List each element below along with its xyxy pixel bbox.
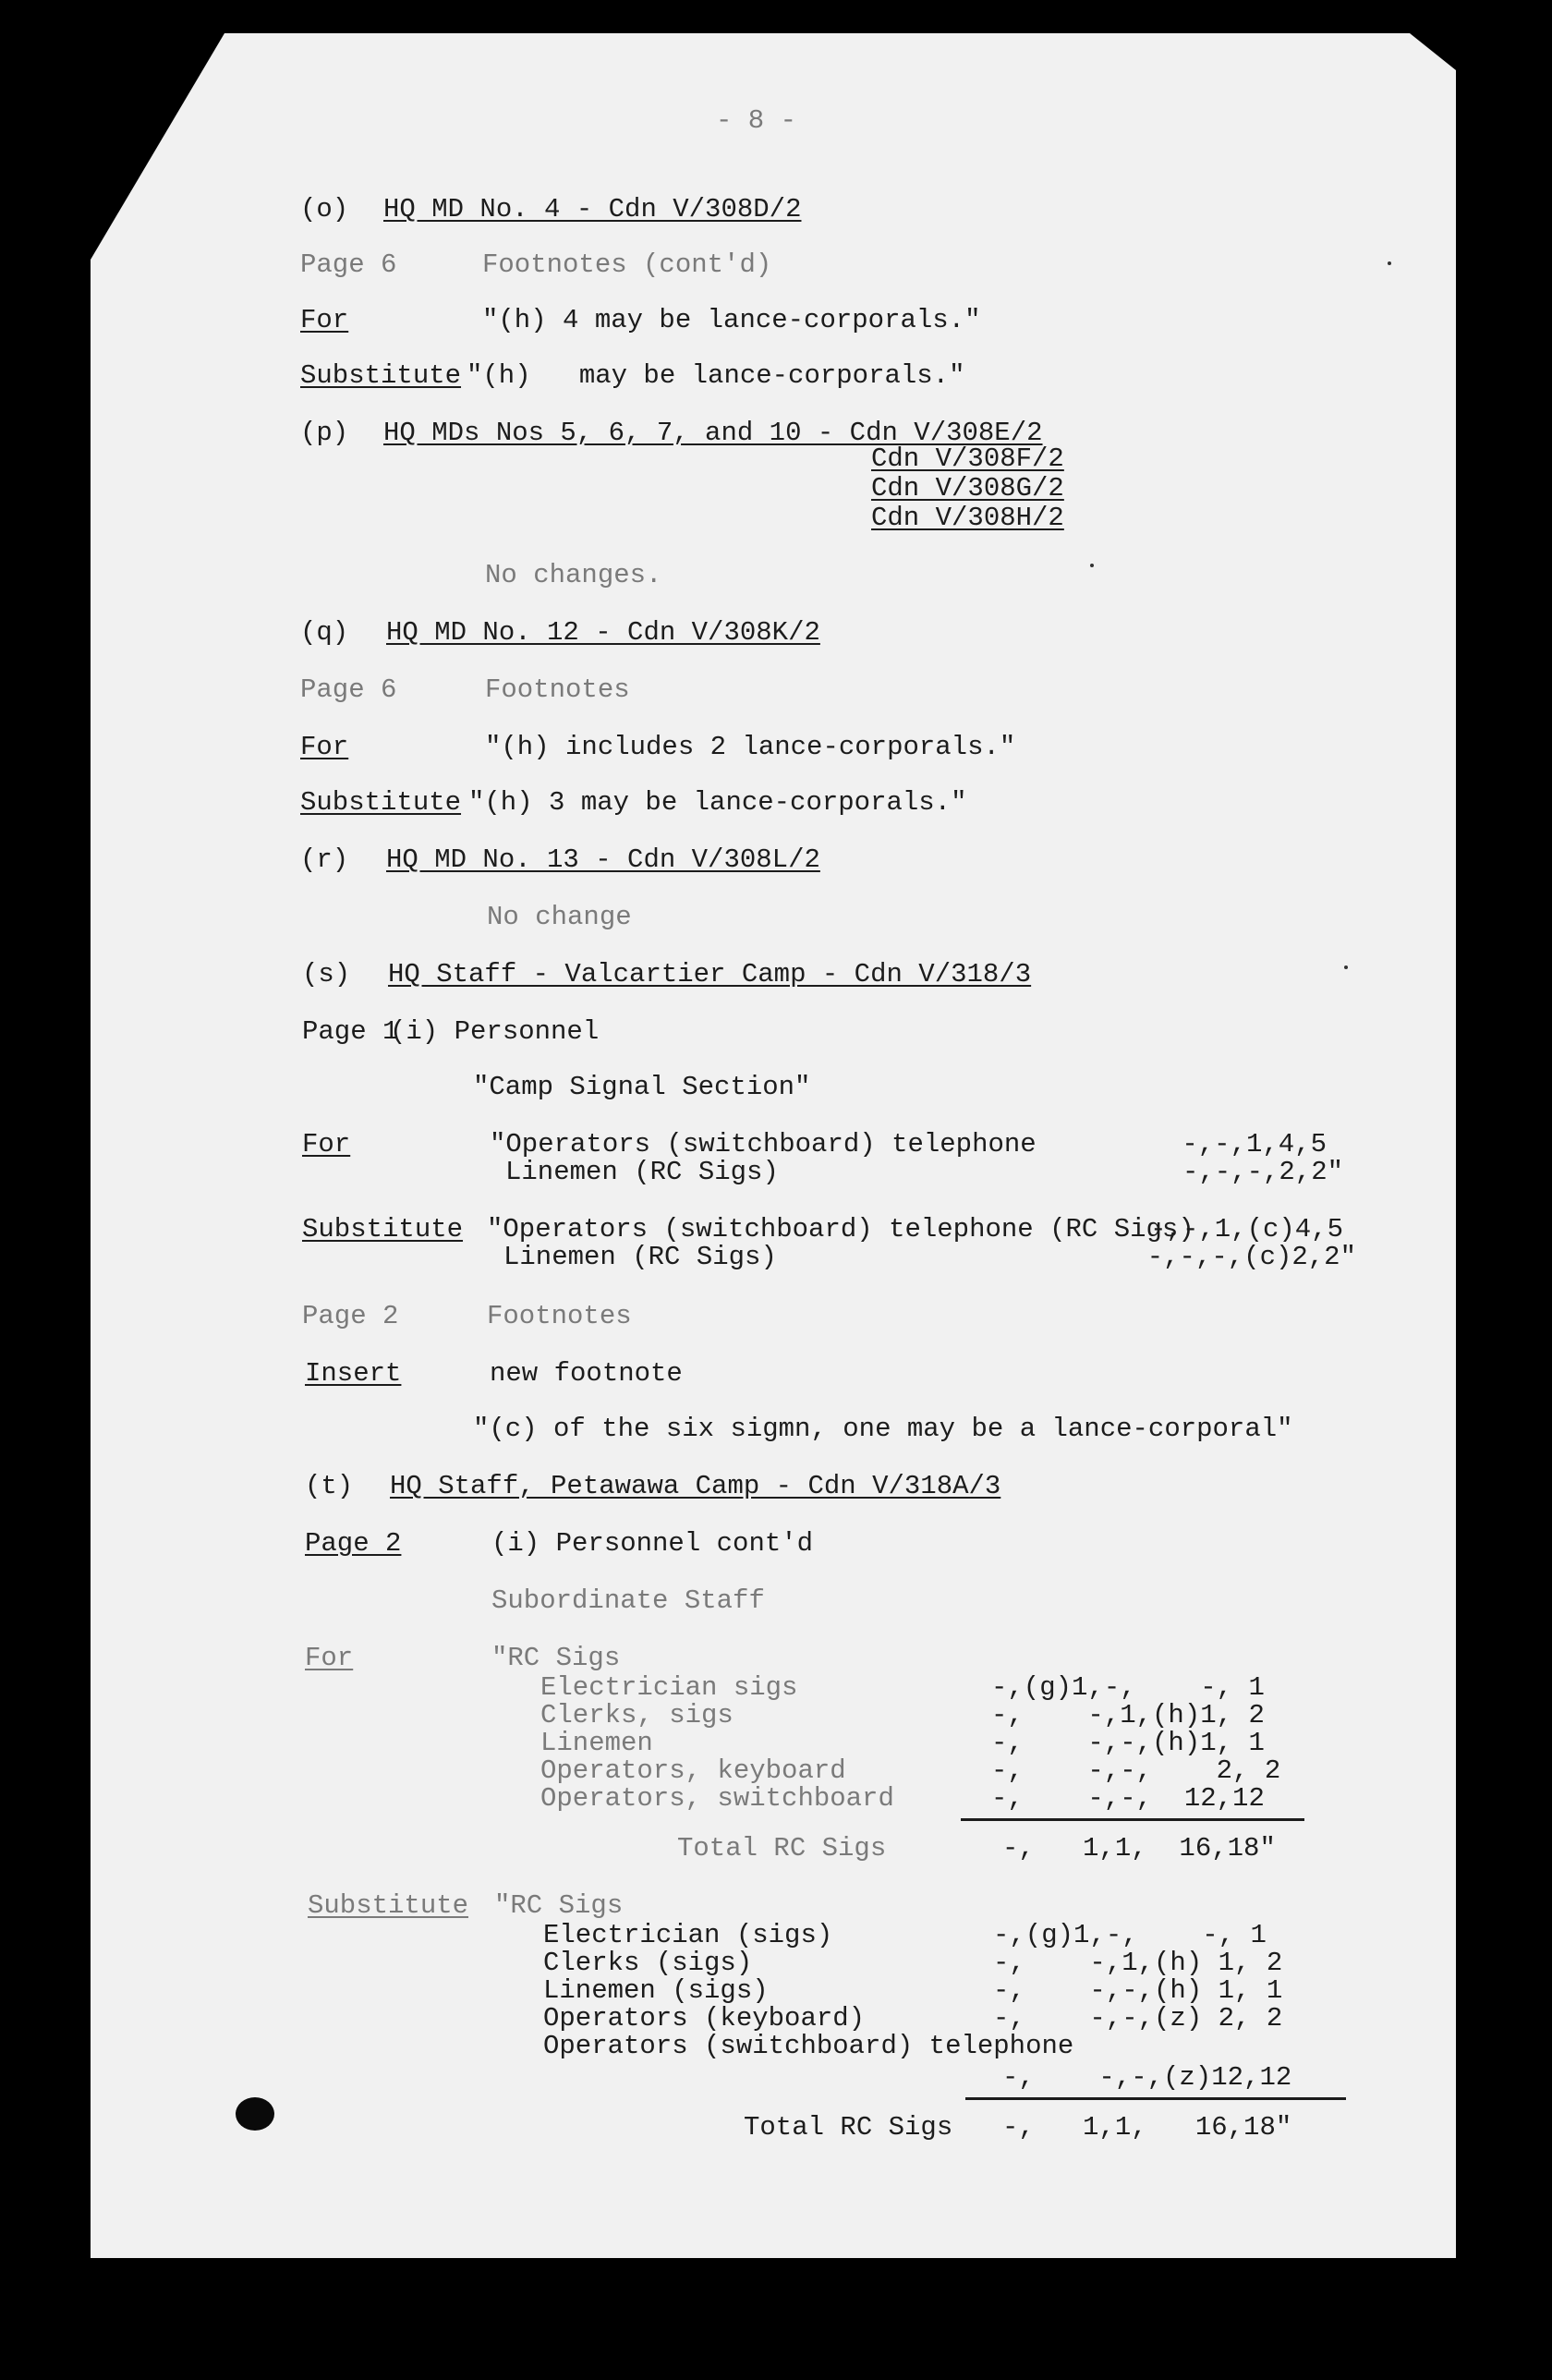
section-q-page: Page 6: [300, 674, 397, 705]
section-o-for-text: "(h) 4 may be lance-corporals.": [482, 305, 981, 335]
section-s-for-values-2: -,-,-,2,2": [1182, 1157, 1343, 1187]
scan-mark: [1090, 564, 1094, 567]
section-s-for-values-1: -,-,1,4,5: [1182, 1129, 1327, 1160]
section-p-ref-2: Cdn V/308G/2: [871, 473, 1064, 504]
section-t-page: Page 2: [305, 1528, 402, 1559]
section-t-for-row-name: Operators, keyboard: [540, 1755, 846, 1786]
section-t-for-total-label: Total RC Sigs: [677, 1833, 887, 1864]
section-t-subheading: Subordinate Staff: [491, 1585, 765, 1616]
section-p-heading: HQ MDs Nos 5, 6, 7, and 10 - Cdn V/308E/2: [383, 418, 1043, 448]
section-o-for-label: For: [300, 305, 349, 335]
section-s-for-line-1: "Operators (switchboard) telephone: [490, 1129, 1037, 1160]
section-t-for-label: For: [305, 1643, 354, 1673]
scan-mark: [1344, 965, 1348, 969]
section-p-note: No changes.: [485, 560, 662, 590]
section-s-footnote: "(c) of the six sigmn, one may be a lance-corporal": [473, 1414, 1293, 1444]
section-s-page2: Page 2: [302, 1301, 399, 1331]
section-s-subheading: "Camp Signal Section": [473, 1072, 811, 1102]
section-q-for-text: "(h) includes 2 lance-corporals.": [485, 732, 1016, 762]
section-q-label: (q): [300, 617, 349, 648]
section-t-for-row-name: Electrician sigs: [540, 1672, 798, 1703]
section-t-substitute-total-label: Total RC Sigs: [744, 2112, 953, 2143]
section-s-page1-ref: (i) Personnel: [390, 1016, 600, 1047]
section-t-page-ref: (i) Personnel cont'd: [491, 1528, 814, 1559]
section-s-page1: Page 1: [302, 1016, 399, 1047]
section-t-for-row-name: Operators, switchboard: [540, 1783, 894, 1814]
section-q-heading: HQ MD No. 12 - Cdn V/308K/2: [386, 617, 820, 648]
section-t-for-row-values: -,(g)1,-, -, 1: [991, 1672, 1265, 1703]
section-t-substitute-row-values: -, -,1,(h) 1, 2: [993, 1948, 1283, 1978]
section-s-substitute-line-2: Linemen (RC Sigs): [503, 1242, 777, 1272]
section-r-heading: HQ MD No. 13 - Cdn V/308L/2: [386, 844, 820, 875]
section-o-page: Page 6: [300, 249, 397, 280]
section-t-substitute-title: "RC Sigs: [494, 1890, 624, 1921]
section-o-substitute-label: Substitute: [300, 360, 462, 391]
ink-blot: [236, 2097, 274, 2131]
section-r-label: (r): [300, 844, 349, 875]
section-q-substitute-label: Substitute: [300, 787, 462, 818]
section-t-substitute-row-values: -,(g)1,-, -, 1: [993, 1920, 1267, 1950]
section-t-substitute-row-name: Clerks (sigs): [543, 1948, 753, 1978]
section-p-label: (p): [300, 418, 349, 448]
section-r-note: No change: [487, 902, 632, 932]
section-s-label: (s): [302, 959, 351, 990]
section-t-substitute-row-name: Electrician (sigs): [543, 1920, 833, 1950]
section-s-substitute-values-2: -,-,-,(c)2,2": [1146, 1242, 1356, 1272]
section-s-for-line-2: Linemen (RC Sigs): [505, 1157, 779, 1187]
section-s-for-label: For: [302, 1129, 351, 1160]
section-t-for-row-values: -, -,-, 12,12: [991, 1783, 1265, 1814]
section-o-substitute-text: "(h) may be lance-corporals.": [467, 360, 965, 391]
section-t-substitute-row-values: -, -,-,(h) 1, 1: [993, 1975, 1283, 2006]
page-number: - 8 -: [716, 105, 797, 136]
section-q-page-ref: Footnotes: [485, 674, 630, 705]
section-o-heading: HQ MD No. 4 - Cdn V/308D/2: [383, 194, 802, 225]
section-s-substitute-line-1: "Operators (switchboard) telephone (RC Sigs): [487, 1214, 1194, 1245]
section-p-ref-3: Cdn V/308H/2: [871, 503, 1064, 533]
for-total-rule: [961, 1818, 1304, 1821]
section-p-ref-1: Cdn V/308F/2: [871, 443, 1064, 474]
section-s-insert-label: Insert: [305, 1358, 402, 1389]
section-t-for-row-values: -, -,1,(h)1, 2: [991, 1700, 1265, 1730]
section-q-substitute-text: "(h) 3 may be lance-corporals.": [468, 787, 967, 818]
section-t-substitute-row-name: Operators (switchboard) telephone: [543, 2031, 1074, 2061]
section-t-substitute-row-values: -, -,-,(z) 2, 2: [993, 2003, 1283, 2034]
section-t-for-row-name: Linemen: [540, 1728, 653, 1758]
section-o-page-ref: Footnotes (cont'd): [482, 249, 772, 280]
section-t-for-row-name: Clerks, sigs: [540, 1700, 734, 1730]
section-t-substitute-label: Substitute: [308, 1890, 469, 1921]
section-t-for-row-values: -, -,-,(h)1, 1: [991, 1728, 1265, 1758]
section-o-label: (o): [300, 194, 349, 225]
section-s-insert-text: new footnote: [490, 1358, 683, 1389]
section-t-heading: HQ Staff, Petawawa Camp - Cdn V/318A/3: [390, 1471, 1001, 1501]
section-t-label: (t): [305, 1471, 354, 1501]
section-t-substitute-row-name: Linemen (sigs): [543, 1975, 769, 2006]
section-s-page2-ref: Footnotes: [487, 1301, 632, 1331]
section-t-for-total-values: -, 1,1, 16,18": [1002, 1833, 1276, 1864]
section-s-substitute-values-1: -,-,1,(c)4,5: [1150, 1214, 1343, 1245]
section-t-for-title: "RC Sigs: [491, 1643, 621, 1673]
section-q-for-label: For: [300, 732, 349, 762]
section-t-for-row-values: -, -,-, 2, 2: [991, 1755, 1281, 1786]
section-t-substitute-total-values: -, 1,1, 16,18": [1002, 2112, 1292, 2143]
section-t-substitute-last-values: -, -,-,(z)12,12: [1002, 2062, 1292, 2093]
substitute-total-rule: [965, 2097, 1346, 2100]
section-t-substitute-row-name: Operators (keyboard): [543, 2003, 866, 2034]
scan-mark: [1388, 261, 1391, 265]
section-s-substitute-label: Substitute: [302, 1214, 464, 1245]
section-s-heading: HQ Staff - Valcartier Camp - Cdn V/318/3: [388, 959, 1032, 990]
